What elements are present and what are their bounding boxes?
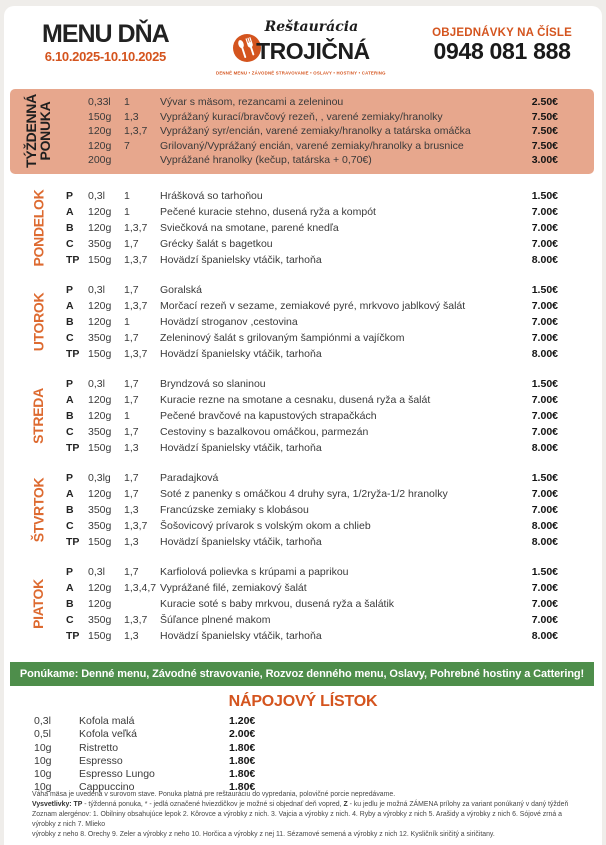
row-letter: A (66, 299, 74, 312)
row-letter: TP (66, 347, 80, 360)
row-allergens: 1 (124, 205, 130, 218)
row-dish: Hovädzí stroganov ,cestovina (160, 315, 298, 328)
row-dish: Karfiolová polievka s krúpami a paprikou (160, 565, 349, 578)
row-size: 350g (88, 613, 112, 626)
row-dish: Hovädzí španielsky vtáčik, tarhoňa (160, 441, 322, 454)
weekly-offer-vertical-label: TÝŽDENNÁ PONUKA (23, 94, 54, 169)
drink-name: Cappuccino (79, 781, 135, 794)
row-price: 7.00€ (531, 409, 558, 422)
row-size: 120g (88, 205, 112, 218)
drink-size: 10g (34, 768, 52, 781)
row-allergens: 1,7 (124, 425, 139, 438)
weekly-offer-section (10, 89, 594, 174)
orders-label: OBJEDNÁVKY NA ČÍSLE (432, 27, 572, 39)
menu-row (66, 110, 558, 125)
row-price: 1.50€ (531, 565, 558, 578)
menu-row (66, 153, 558, 168)
menu-row (66, 486, 558, 502)
row-letter: P (66, 565, 74, 578)
drink-name: Espresso (79, 754, 123, 767)
menu-row (66, 628, 558, 644)
row-dish: Cestoviny s bazalkovou omáčkou, parmezán (160, 425, 369, 438)
row-allergens: 1 (124, 315, 130, 328)
menu-row (66, 564, 558, 580)
row-size: 200g (88, 154, 112, 167)
row-price: 1.50€ (531, 471, 558, 484)
menu-row (66, 580, 558, 596)
menu-row (66, 298, 558, 314)
day-rows (66, 188, 558, 268)
row-size: 350g (88, 425, 112, 438)
day-section-streda (10, 376, 594, 456)
row-dish: Zeleninový šalát s grilovaným šampiónmi a vajíčkom (160, 331, 405, 344)
drink-name: Kofola veľká (79, 728, 137, 741)
row-letter: TP (66, 253, 80, 266)
day-vertical-label: PIATOK (30, 579, 46, 629)
row-allergens: 1 (124, 96, 130, 108)
drink-price: 1.80€ (229, 781, 256, 794)
menu-row (66, 95, 558, 110)
row-dish: Morčací rezeň v sezame, zemiakové pyré, mrkvovo jablkový šalát (160, 299, 466, 312)
row-letter: P (66, 189, 74, 202)
drink-price: 1.20€ (229, 714, 256, 727)
row-price: 8.00€ (531, 347, 558, 360)
row-dish: Bryndzová so slaninou (160, 377, 266, 390)
row-allergens: 1,3 (124, 441, 139, 454)
row-letter: A (66, 393, 74, 406)
row-letter: B (66, 315, 74, 328)
row-allergens: 1,7 (124, 471, 139, 484)
drink-price: 1.80€ (229, 768, 256, 781)
row-allergens: 1,7 (124, 283, 139, 296)
orders-phone-number: 0948 081 888 (433, 38, 571, 64)
row-size: 120g (88, 393, 112, 406)
row-size: 150g (88, 629, 112, 642)
row-size: 0,3l (88, 283, 105, 296)
weekly-offer-rows (66, 95, 558, 168)
row-allergens: 1,7 (124, 565, 139, 578)
menu-row (66, 596, 558, 612)
row-size: 350g (88, 519, 112, 532)
row-allergens: 1,7 (124, 393, 139, 406)
day-vertical-label: ŠTVRTOK (30, 477, 47, 543)
row-size: 120g (88, 299, 112, 312)
row-price: 7.00€ (531, 597, 558, 610)
drink-name: Kofola malá (79, 714, 135, 727)
row-size: 150g (88, 535, 112, 548)
row-allergens: 1 (124, 409, 130, 422)
row-price: 8.00€ (531, 535, 558, 548)
menu-row (66, 236, 558, 252)
row-dish: Hovädzí španielsky vtáčik, tarhoňa (160, 253, 322, 266)
row-allergens: 1,3,7 (124, 613, 148, 626)
drink-price: 2.00€ (229, 728, 256, 741)
row-dish: Vývar s mäsom, rezancami a zeleninou (160, 96, 344, 108)
header (4, 6, 602, 87)
row-price: 7.00€ (531, 205, 558, 218)
day-vertical-label: UTOROK (30, 292, 47, 352)
row-dish: Hovädzí španielsky vtáčik, tarhoňa (160, 347, 322, 360)
row-size: 0,33l (88, 96, 111, 108)
row-dish: Vyprážané filé, zemiakový šalát (160, 581, 307, 594)
row-letter: TP (66, 629, 80, 642)
row-letter: P (66, 377, 74, 390)
footer-line-2: Vysvetlivky: TP - týždenná ponuka, * - jedlá označené hviezdičkov je možné si objednať deň vopred, Z - ku jedlu je možná ZÁMENA prílohy za variant ponúkaný v daný týždeň (32, 801, 569, 808)
row-letter: C (66, 331, 74, 344)
menu-row (66, 612, 558, 628)
drink-row (34, 728, 364, 741)
menu-row (66, 440, 558, 456)
menu-row (66, 282, 558, 298)
row-allergens: 1,3,7 (124, 519, 148, 532)
day-section-pondelok (10, 188, 594, 268)
row-size: 350g (88, 237, 112, 250)
row-letter: C (66, 237, 74, 250)
logo-name: TROJIČNÁ (256, 37, 370, 64)
row-size: 120g (88, 487, 112, 500)
page-title: MENU DŇA (42, 20, 169, 48)
menu-row (66, 220, 558, 236)
menu-row (66, 470, 558, 486)
row-dish: Grilovaný/Vyprážaný encián, varené zemiaky/hranolky a brusnice (160, 139, 464, 152)
menu-row (66, 502, 558, 518)
row-letter: TP (66, 535, 80, 548)
row-letter: C (66, 425, 74, 438)
row-allergens: 1,7 (124, 487, 139, 500)
row-allergens: 7 (124, 139, 130, 152)
row-price: 1.50€ (531, 189, 558, 202)
logo-tagline: DENNÉ MENU • ZÁVODNÉ STRAVOVANIE • OSLAVY • HOSTINY • CATERING (215, 71, 386, 77)
row-allergens: 1,3,4,7 (124, 581, 157, 594)
row-allergens: 1,3,7 (124, 299, 148, 312)
row-size: 350g (88, 331, 112, 344)
drink-name: Ristretto (79, 741, 119, 754)
drink-row (34, 742, 364, 755)
drink-name: Espresso Lungo (79, 768, 155, 781)
row-size: 0,3l (88, 565, 105, 578)
footer-line-1: Váha mäsa je uvedená v surovom stave. Ponuka platná pre reštauráciu do vypredania, polovičné porcie nepredávame. (32, 791, 396, 798)
restaurant-logo (183, 19, 419, 77)
row-size: 150g (88, 441, 112, 454)
row-dish: Šošovicový prívarok s volským okom a chlieb (160, 519, 371, 532)
menu-row (66, 392, 558, 408)
day-rows (66, 564, 558, 644)
drink-size: 10g (34, 754, 52, 767)
footer-legal (32, 790, 586, 840)
row-price: 7.50€ (531, 110, 558, 123)
row-allergens: 1,3 (124, 535, 139, 548)
row-letter: A (66, 205, 74, 218)
menu-row (66, 252, 558, 268)
row-size: 120g (88, 409, 112, 422)
row-letter: A (66, 487, 74, 500)
day-section-piatok (10, 564, 594, 644)
row-allergens: 1,7 (124, 377, 139, 390)
row-allergens: 1,3,7 (124, 253, 148, 266)
services-banner: Ponúkame: Denné menu, Závodné stravovanie, Rozvoz denného menu, Oslavy, Pohrebné hostiny a Cattering! (10, 662, 594, 686)
row-price: 7.50€ (531, 125, 558, 138)
row-size: 120g (88, 125, 112, 138)
row-price: 8.00€ (531, 629, 558, 642)
menu-row (66, 534, 558, 550)
row-price: 2.50€ (531, 96, 558, 108)
row-size: 120g (88, 139, 112, 152)
menu-row (66, 204, 558, 220)
row-price: 7.00€ (531, 237, 558, 250)
logo-script-text: Reštaurácia (264, 19, 359, 35)
row-dish: Vyprážané hranolky (kečup, tatárska + 0,70€) (160, 154, 372, 167)
row-allergens: 1,3,7 (124, 221, 148, 234)
row-dish: Goralská (160, 283, 203, 296)
day-section-utorok (10, 282, 594, 362)
drink-size: 0,3l (34, 714, 51, 727)
menu-row (66, 314, 558, 330)
row-letter: B (66, 221, 74, 234)
drink-size: 0,5l (34, 728, 51, 741)
row-dish: Sviečková na smotane, parené knedľa (160, 221, 339, 234)
row-price: 3.00€ (531, 154, 558, 167)
row-size: 150g (88, 253, 112, 266)
row-size: 0,3l (88, 189, 105, 202)
row-dish: Soté z panenky s omáčkou 4 druhy syra, 1/2ryža-1/2 hranolky (160, 487, 448, 500)
orders-block (432, 27, 572, 64)
row-dish: Grécky šalát s bagetkou (160, 237, 273, 250)
row-price: 8.00€ (531, 519, 558, 532)
row-dish: Hovädzí španielsky vtáčik, tarhoňa (160, 535, 322, 548)
row-letter: TP (66, 441, 80, 454)
row-allergens: 1,7 (124, 331, 139, 344)
date-range: 6.10.2025-10.10.2025 (44, 49, 166, 64)
row-letter: C (66, 519, 74, 532)
row-price: 8.00€ (531, 441, 558, 454)
title-block (42, 21, 169, 64)
row-allergens: 1,7 (124, 237, 139, 250)
row-dish: Šúľance plnené makom (160, 613, 271, 626)
drink-price: 1.80€ (229, 754, 256, 767)
row-letter: B (66, 409, 74, 422)
menu-row (66, 124, 558, 139)
row-dish: Pečené bravčové na kapustových strapačkách (160, 409, 377, 422)
row-size: 120g (88, 581, 112, 594)
drink-row (34, 755, 364, 768)
row-dish: Francúzske zemiaky s klobásou (160, 503, 309, 516)
row-price: 7.00€ (531, 331, 558, 344)
row-price: 7.50€ (531, 139, 558, 152)
row-dish: Vyprážaný kurací/bravčový rezeň, , varené zemiaky/hranolky (160, 110, 443, 123)
row-allergens: 1,3,7 (124, 347, 148, 360)
day-rows (66, 282, 558, 362)
row-allergens: 1,3,7 (124, 125, 148, 138)
row-size: 150g (88, 347, 112, 360)
day-section-stvrtok (10, 470, 594, 550)
row-price: 8.00€ (531, 253, 558, 266)
day-rows (66, 376, 558, 456)
row-size: 120g (88, 315, 112, 328)
row-dish: Kuracie soté s baby mrkvou, dusená ryža a šalátik (160, 597, 395, 610)
row-price: 7.00€ (531, 503, 558, 516)
row-price: 7.00€ (531, 425, 558, 438)
row-price: 7.00€ (531, 393, 558, 406)
day-vertical-label: PONDELOK (30, 189, 47, 267)
row-letter: A (66, 581, 74, 594)
row-price: 1.50€ (531, 283, 558, 296)
row-price: 7.00€ (531, 613, 558, 626)
row-allergens: 1,3 (124, 503, 139, 516)
row-dish: Hovädzí španielsky vtáčik, tarhoňa (160, 629, 322, 642)
menu-row (66, 518, 558, 534)
drink-size: 10g (34, 741, 52, 754)
row-allergens: 1 (124, 189, 130, 202)
menu-page (4, 6, 602, 845)
row-size: 120g (88, 597, 112, 610)
drinks-list (34, 715, 364, 795)
menu-row (66, 408, 558, 424)
row-price: 7.00€ (531, 299, 558, 312)
footer-line-4: výrobky z neho 8. Orechy 9. Zeler a výrobky z neho 10. Horčica a výrobky z nej 11. Sézamové semená a výrobky z nich 12. Kysličník siričitý a siričitany. (32, 831, 495, 838)
row-price: 7.00€ (531, 581, 558, 594)
row-allergens: 1,3 (124, 110, 139, 123)
row-dish: Kuracie rezne na smotane a cesnaku, dusená ryža a šalát (160, 393, 431, 406)
footer-line-3: Zoznam alergénov: 1. Obilniny obsahujúce lepok 2. Kôrovce a výrobky z nich. 3. Vajcia a výrobky z nich. 4. Ryby a výrobky z nich 5. Arašidy a výrobky z nich 6. Sójové zrná a výrobky z nich 7. Mlieko (32, 811, 562, 828)
row-dish: Pečené kuracie stehno, dusená ryža a kompót (160, 205, 376, 218)
drink-size: 10g (34, 781, 52, 794)
row-price: 7.00€ (531, 487, 558, 500)
menu-row (66, 188, 558, 204)
row-letter: B (66, 503, 74, 516)
row-allergens: 1,3 (124, 629, 139, 642)
row-size: 150g (88, 110, 112, 123)
drink-price: 1.80€ (229, 741, 256, 754)
day-vertical-label: STREDA (29, 388, 46, 444)
row-letter: P (66, 283, 74, 296)
row-size: 0,3l (88, 377, 105, 390)
row-letter: B (66, 597, 74, 610)
day-rows (66, 470, 558, 550)
row-letter: C (66, 613, 74, 626)
menu-row (66, 139, 558, 154)
menu-row (66, 330, 558, 346)
row-price: 7.00€ (531, 315, 558, 328)
row-dish: Vyprážaný syr/encián, varené zemiaky/hranolky a tatárska omáčka (160, 125, 471, 138)
row-dish: Hrášková so tarhoňou (160, 189, 263, 202)
row-price: 1.50€ (531, 377, 558, 390)
menu-row (66, 424, 558, 440)
menu-row (66, 376, 558, 392)
row-size: 0,3lg (88, 471, 111, 484)
row-size: 350g (88, 503, 112, 516)
menu-row (66, 346, 558, 362)
drinks-title: NÁPOJOVÝ LÍSTOK (228, 692, 378, 710)
drink-row (34, 768, 364, 781)
row-letter: P (66, 471, 74, 484)
row-dish: Paradajková (160, 471, 219, 484)
row-price: 7.00€ (531, 221, 558, 234)
row-size: 120g (88, 221, 112, 234)
drink-row (34, 715, 364, 728)
